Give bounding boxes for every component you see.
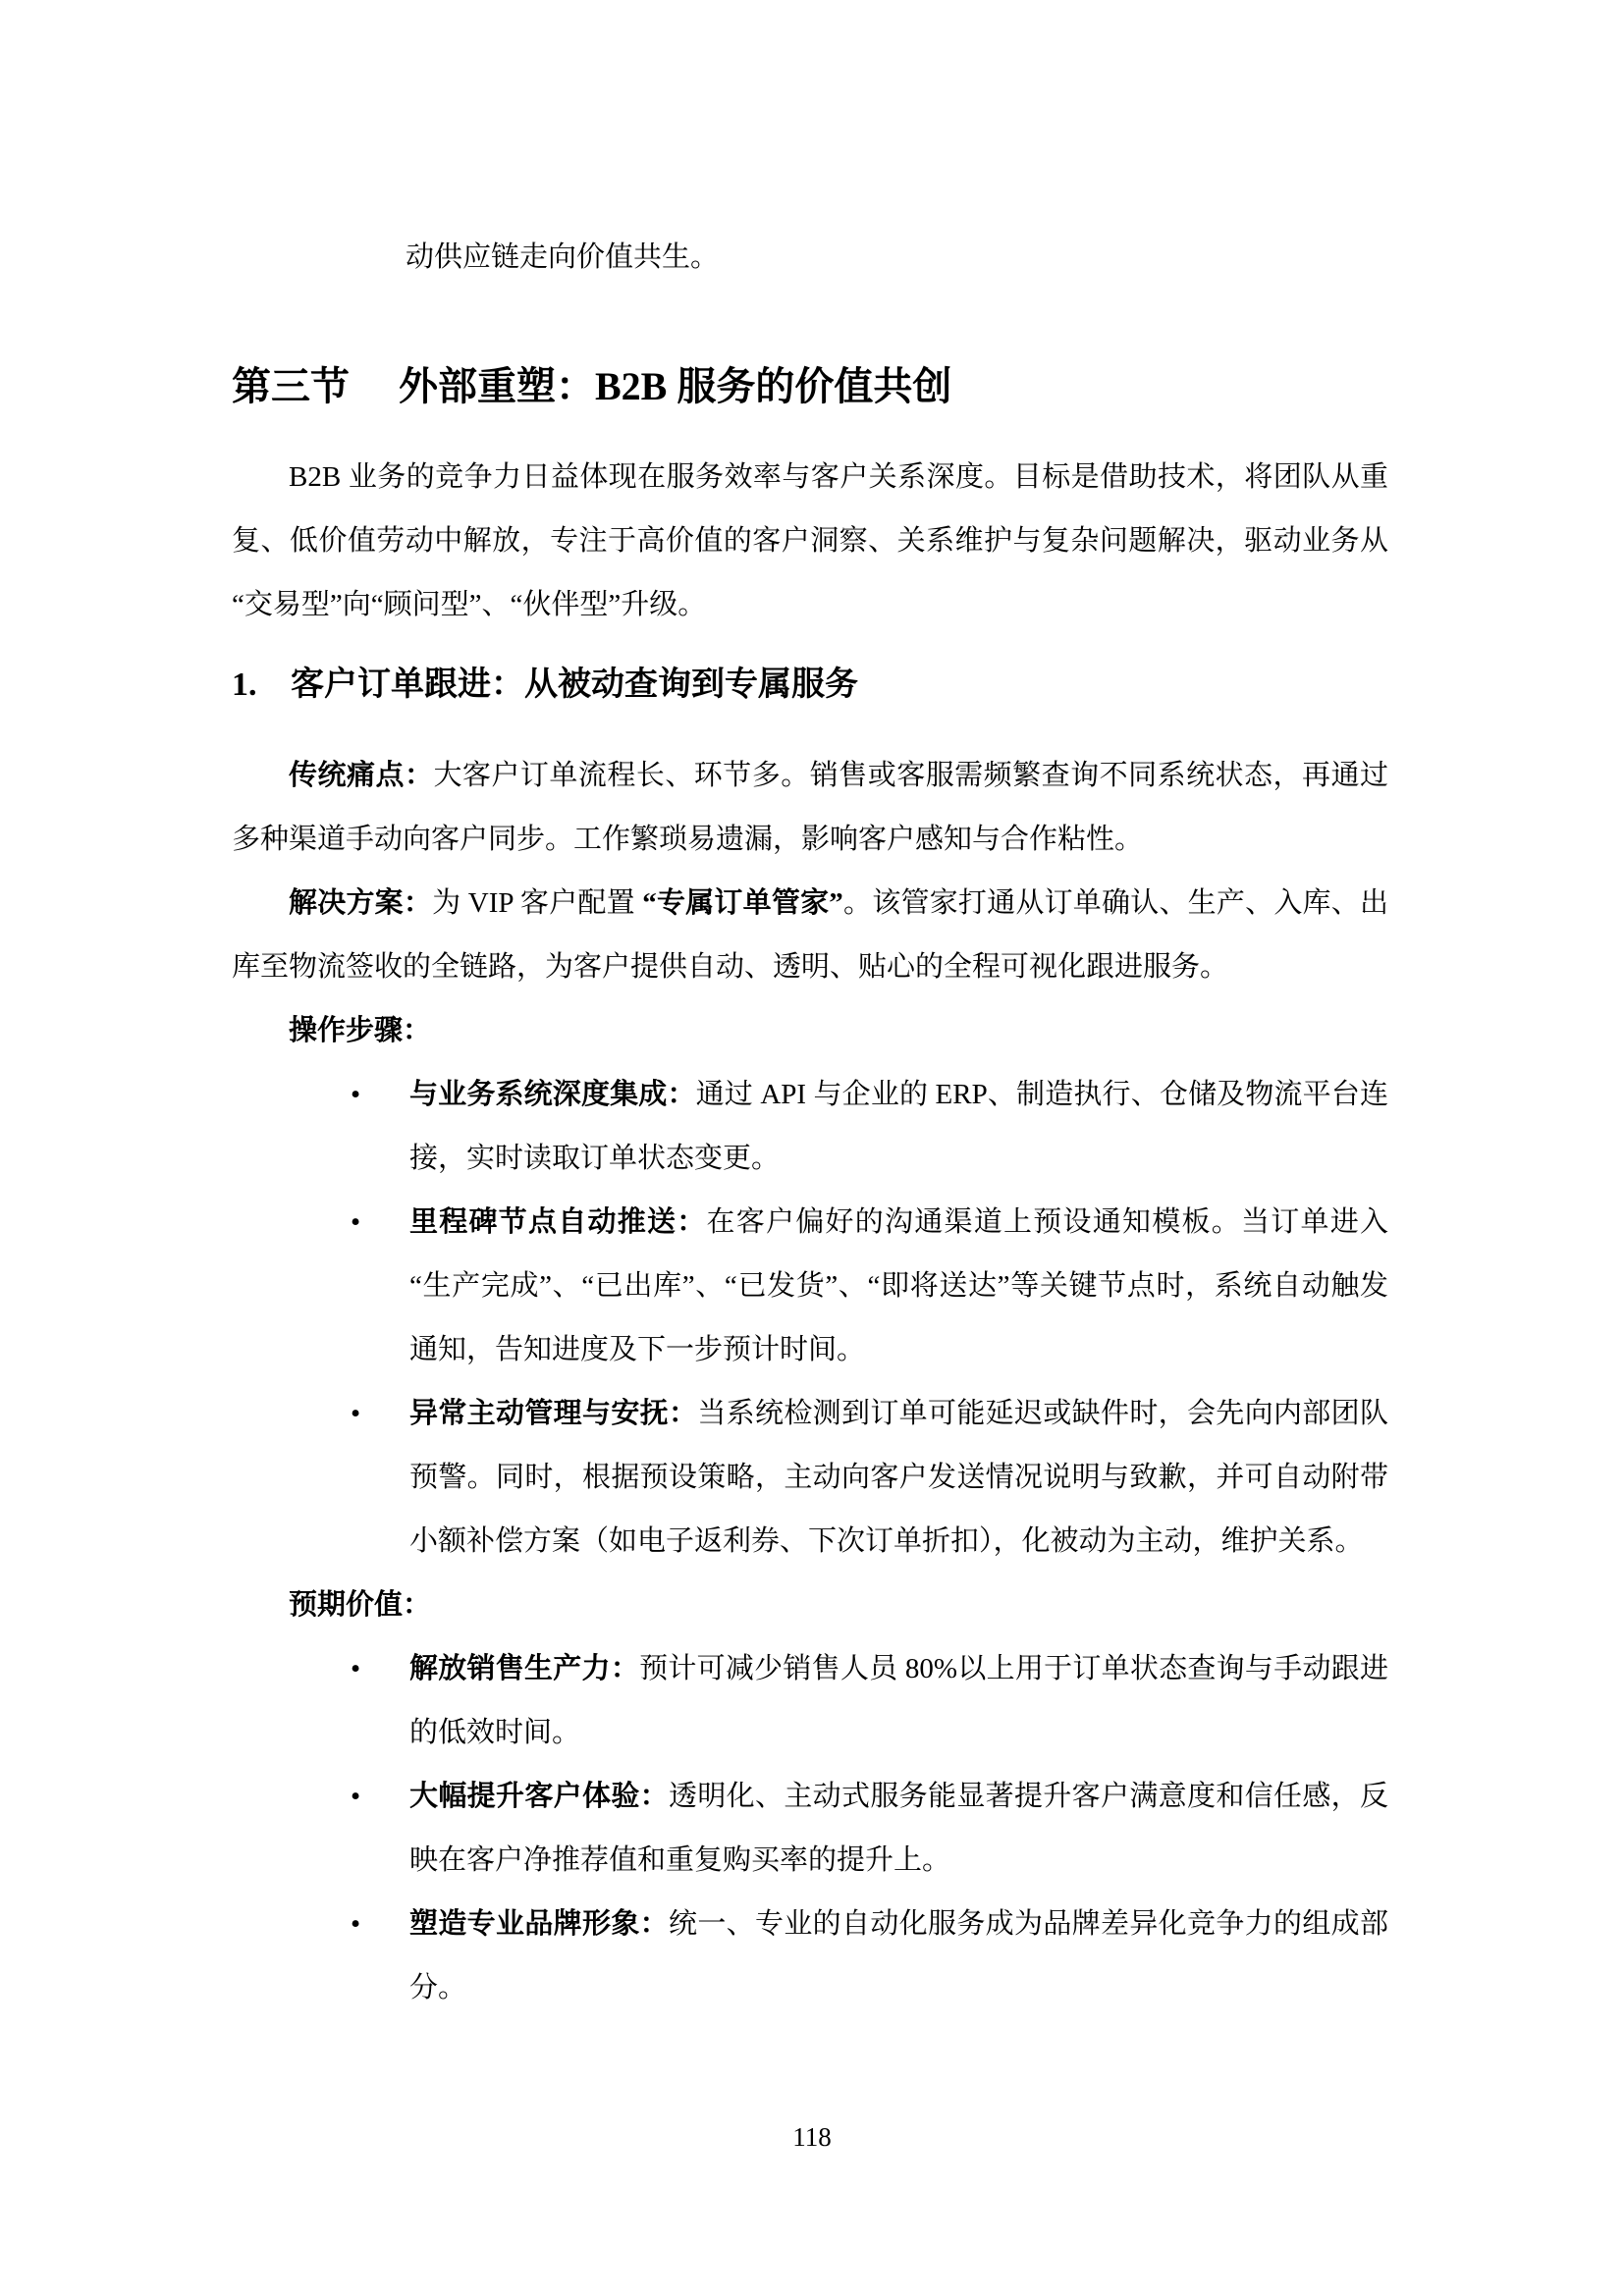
continuation-text: 动供应链走向价值共生。 (406, 241, 720, 273)
subsection-heading (232, 653, 1388, 717)
item-text: 透明化、主动式服务能显著提升客户满意度和信任感，反映在客户净推荐值和重复购买率的提升上。 (409, 1781, 1388, 1877)
intro-paragraph: B2B 业务的竞争力日益体现在服务效率与客户关系深度。目标是借助技术，将团队从重复、低价值劳动中解放，专注于高价值的客户洞察、关系维护与复杂问题解决，驱动业务从“交易型”向“顾问型”、“伙伴型”升级。 (232, 460, 1388, 620)
item-text: 通过 API 与企业的 ERP、制造执行、仓储及物流平台连接，实时读取订单状态变更。 (409, 1079, 1388, 1175)
list-item (232, 1637, 1388, 1765)
section-number: 第三节 (232, 364, 350, 408)
pain-point-text: 大客户订单流程长、环节多。销售或客服需频繁查询不同系统状态，再通过多种渠道手动向客户同步。工作繁琐易遗漏，影响客户感知与合作粘性。 (232, 760, 1388, 856)
list-item (232, 1191, 1388, 1382)
list-item (232, 1893, 1388, 2020)
steps-list (232, 1063, 1388, 1574)
bullet-icon: • (351, 1908, 361, 1941)
section-title: 外部重塑：B2B 服务的价值共创 (399, 364, 952, 408)
item-label: 大幅提升客户体验： (409, 1781, 669, 1813)
values-label-line (232, 1574, 1388, 1637)
pain-point-paragraph (232, 744, 1388, 872)
continuation-paragraph (406, 226, 1388, 290)
solution-paragraph (232, 872, 1388, 999)
list-item (232, 1063, 1388, 1191)
item-label: 里程碑节点自动推送： (409, 1206, 707, 1239)
page-number: 118 (792, 2122, 832, 2152)
item-label: 解放销售生产力： (409, 1653, 640, 1685)
solution-text-after: 。该管家打通从订单确认、生产、入库、出库至物流签收的全链路，为客户提供自动、透明、贴心的全程可视化跟进服务。 (232, 887, 1388, 984)
section-heading (232, 354, 1388, 419)
item-text: 统一、专业的自动化服务成为品牌差异化竞争力的组成部分。 (409, 1908, 1388, 2004)
bullet-icon: • (351, 1781, 361, 1813)
bullet-icon: • (351, 1653, 361, 1685)
subsection-title: 客户订单跟进：从被动查询到专属服务 (291, 666, 858, 703)
item-label: 塑造专业品牌形象： (409, 1908, 669, 1941)
list-item (232, 1765, 1388, 1893)
bullet-icon: • (351, 1398, 361, 1430)
solution-highlight: “专属订单管家” (642, 887, 843, 920)
values-label: 预期价值： (289, 1589, 432, 1622)
pain-point-label: 传统痛点： (289, 760, 434, 792)
item-text: 预计可减少销售人员 80%以上用于订单状态查询与手动跟进的低效时间。 (409, 1653, 1388, 1749)
list-item (232, 1382, 1388, 1574)
solution-label: 解决方案： (289, 887, 433, 920)
solution-text-before: 为 VIP 客户配置 (432, 887, 643, 920)
item-label: 与业务系统深度集成： (409, 1079, 696, 1111)
steps-label: 操作步骤： (289, 1015, 432, 1047)
subsection-number: 1. (232, 666, 257, 703)
item-text: 在客户偏好的沟通渠道上预设通知模板。当订单进入“生产完成”、“已出库”、“已发货”、“即将送达”等关键节点时，系统自动触发通知，告知进度及下一步预计时间。 (409, 1206, 1388, 1366)
bullet-icon: • (351, 1206, 361, 1239)
values-list (232, 1637, 1388, 2020)
item-label: 异常主动管理与安抚： (409, 1398, 698, 1430)
item-text: 当系统检测到订单可能延迟或缺件时，会先向内部团队预警。同时，根据预设策略，主动向客户发送情况说明与致歉，并可自动附带小额补偿方案（如电子返利券、下次订单折扣），化被动为主动，维护关系。 (409, 1398, 1388, 1558)
bullet-icon: • (351, 1079, 361, 1111)
page-footer (0, 2106, 1624, 2169)
steps-label-line (232, 999, 1388, 1063)
